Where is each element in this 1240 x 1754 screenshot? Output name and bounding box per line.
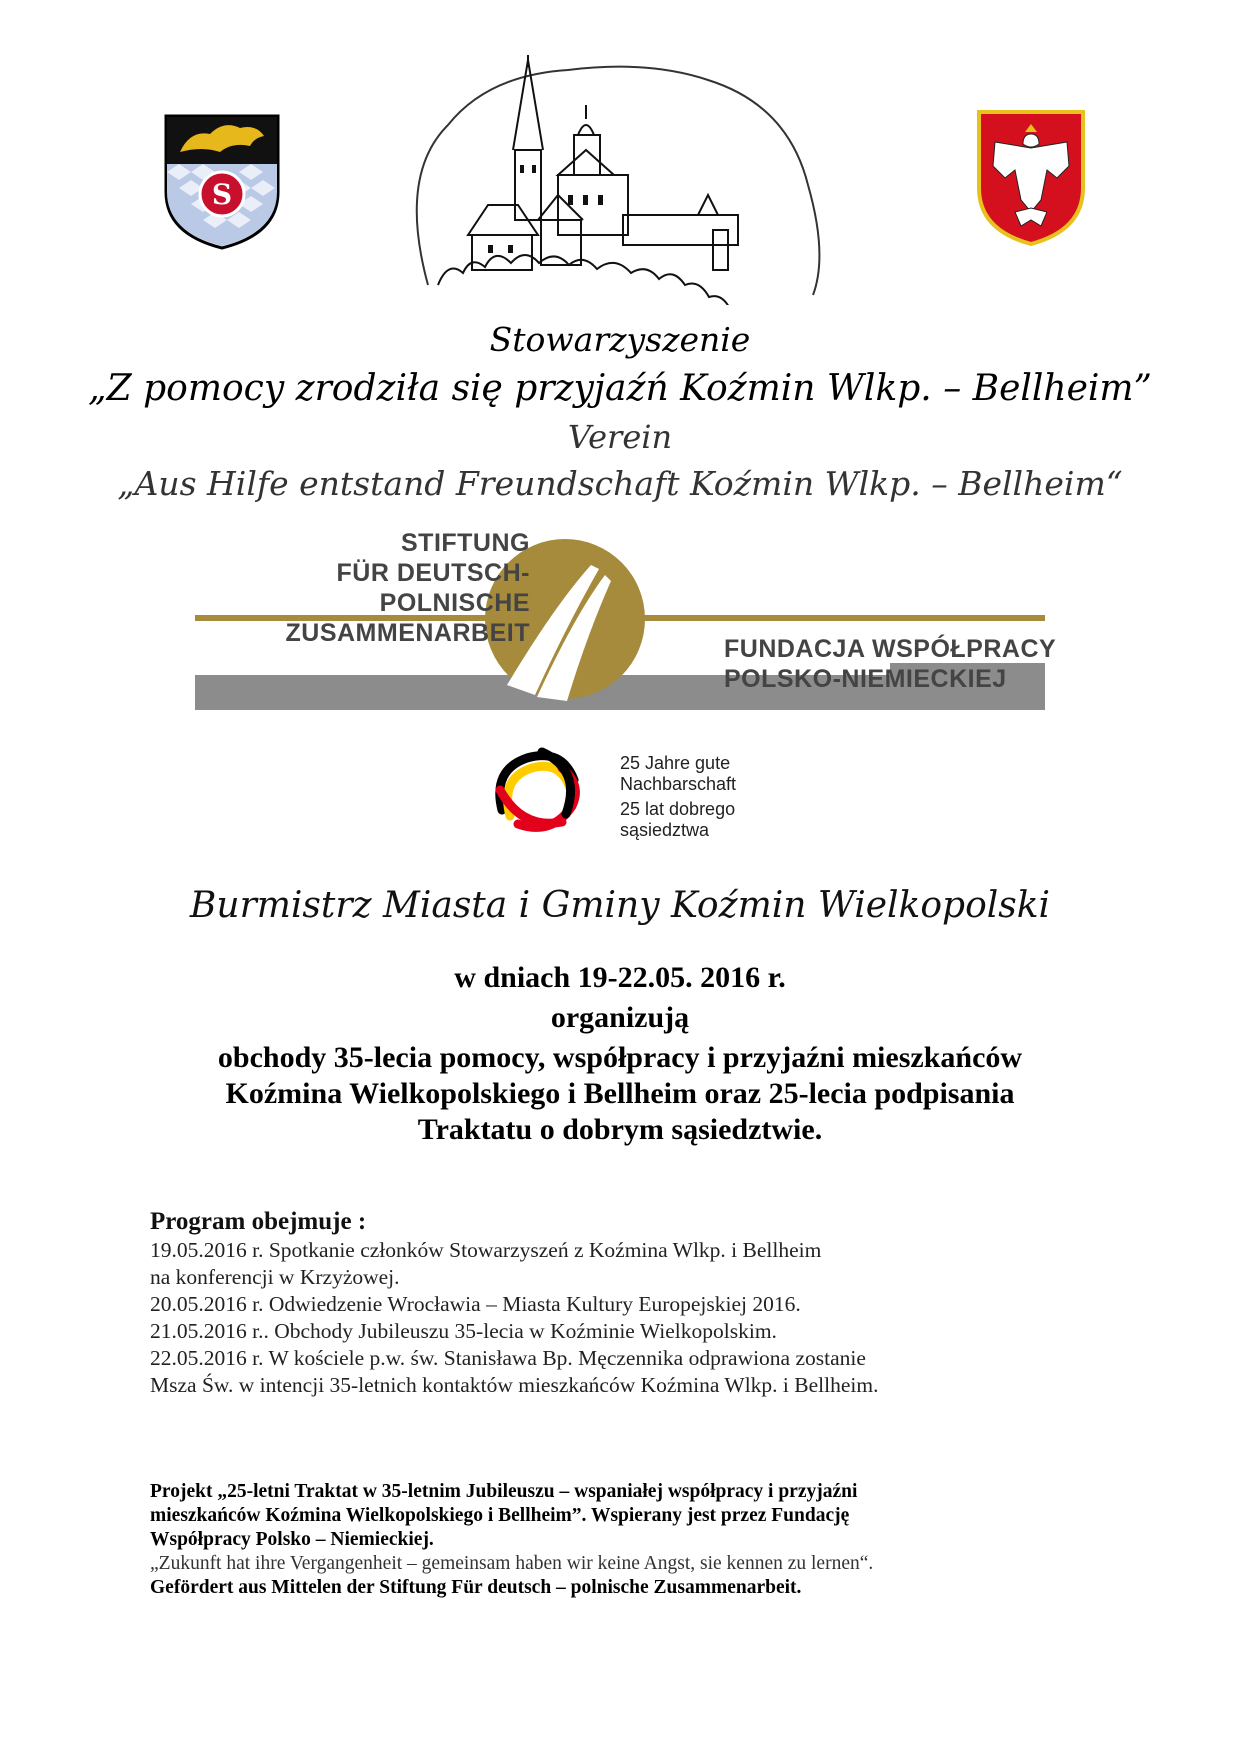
association-name-pl: „Z pomocy zrodziła się przyjaźń Koźmin Wlkp. – Bellheim” (88, 368, 1152, 409)
program-line: Msza Św. w intencji 35-letnich kontaktów mieszkańców Koźmina Wlkp. i Bellheim. (150, 1373, 879, 1397)
project-quote: „Zukunft hat ihre Vergangenheit – gemeinsam haben wir keine Angst, sie kennen zu lernen“. (150, 1553, 874, 1574)
association-label-de: Verein (567, 418, 673, 456)
event-desc-line: Traktatu o dobrym sąsiedztwie. (417, 1113, 823, 1146)
project-section (150, 1480, 1110, 1600)
project-line: Współpracy Polsko – Niemieckiej. (150, 1529, 434, 1550)
foundation-pl-line: FUNDACJA WSPÓŁPRACY (724, 635, 1057, 663)
kozmin-coat-of-arms (975, 108, 1087, 248)
program-line: na konferencji w Krzyżowej. (150, 1265, 400, 1289)
anniversary-text-pl (620, 799, 735, 841)
association-name-de: „Aus Hilfe entstand Freundschaft Koźmin Wlkp. – Bellheim“ (117, 464, 1123, 503)
project-line: Projekt „25-letni Traktat w 35-letnim Jubileuszu – wspaniałej współpracy i przyjaźni (150, 1481, 858, 1502)
anniversary-de-line: 25 Jahre gute (620, 753, 731, 773)
anniversary-text-de (620, 753, 736, 795)
project-line: mieszkańców Koźmina Wielkopolskiego i Bellheim”. Wspierany jest przez Fundację (150, 1505, 850, 1526)
anniversary-pl-line: sąsiedztwa (620, 820, 710, 840)
program-section (150, 1208, 1110, 1399)
association-label-pl: Stowarzyszenie (489, 320, 751, 359)
event-description (0, 1040, 1240, 1148)
foundation-de-line: STIFTUNG (401, 529, 530, 557)
foundation-name-pl (724, 634, 1056, 694)
bellheim-coat-of-arms (162, 112, 282, 252)
project-funding: Gefördert aus Mittelen der Stiftung Für deutsch – polnische Zusammenarbeit. (150, 1577, 802, 1598)
program-line: 22.05.2016 r. W kościele p.w. św. Stanisława Bp. Męczennika odprawiona zostanie (150, 1346, 866, 1370)
program-line: 19.05.2016 r. Spotkanie członków Stowarzyszeń z Koźmina Wlkp. i Bellheim (150, 1238, 822, 1262)
anniversary-logo-emblem (482, 740, 592, 840)
event-organize: organizują (550, 1001, 690, 1034)
foundation-name-de (210, 528, 530, 648)
event-desc-line: obchody 35-lecia pomocy, współpracy i przyjaźni mieszkańców (217, 1041, 1023, 1074)
anniversary-de-line: Nachbarschaft (620, 774, 737, 794)
event-desc-line: Koźmina Wielkopolskiego i Bellheim oraz 25-lecia podpisania (225, 1077, 1015, 1110)
foundation-pl-line: POLSKO-NIEMIECKIEJ (724, 665, 1007, 693)
mayor-heading: Burmistrz Miasta i Gminy Koźmin Wielkopolski (189, 885, 1051, 926)
program-line: 20.05.2016 r. Odwiedzenie Wrocławia – Miasta Kultury Europejskiej 2016. (150, 1292, 801, 1316)
program-line: 21.05.2016 r.. Obchody Jubileuszu 35-lecia w Koźminie Wielkopolskim. (150, 1319, 777, 1343)
foundation-de-line: FÜR DEUTSCH-POLNISCHE (336, 559, 530, 617)
foundation-de-line: ZUSAMMENARBEIT (285, 619, 530, 647)
anniversary-pl-line: 25 lat dobrego (620, 799, 736, 819)
program-title: Program obejmuje : (150, 1208, 367, 1235)
town-skyline-illustration (408, 55, 826, 305)
svg-text:S: S (211, 178, 233, 211)
event-dates: w dniach 19-22.05. 2016 r. (454, 961, 786, 994)
